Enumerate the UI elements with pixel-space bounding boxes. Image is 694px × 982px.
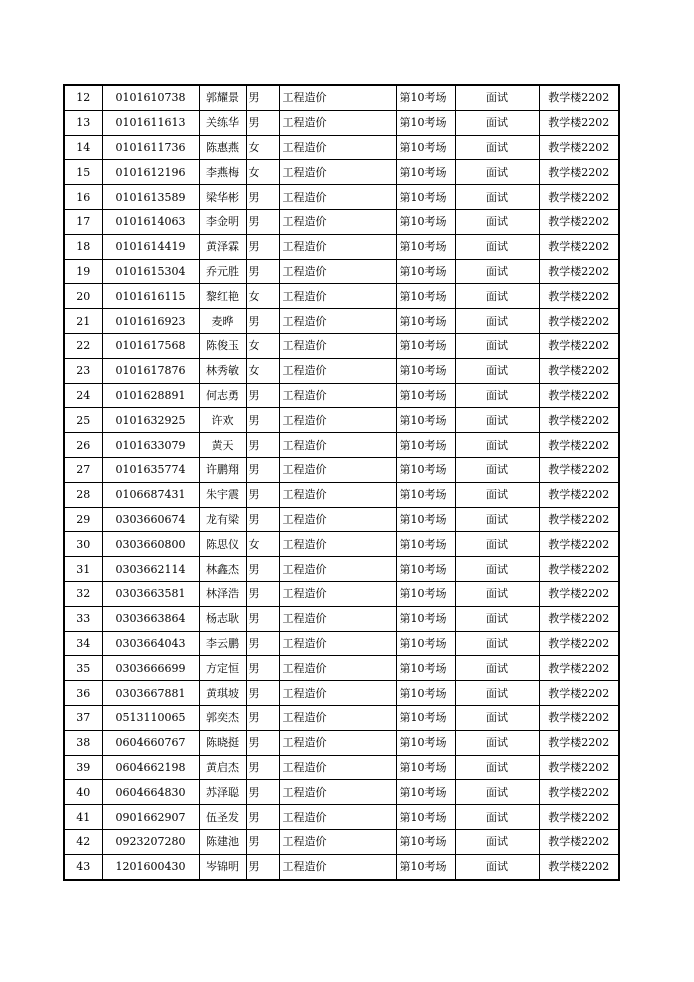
candidate-sex: 女 [246, 358, 279, 383]
table-row [64, 532, 619, 557]
row-number: 27 [64, 457, 102, 482]
row-number: 39 [64, 755, 102, 780]
candidate-sex: 男 [246, 110, 279, 135]
table-row [64, 333, 619, 358]
exam-room: 第10考场 [396, 780, 455, 805]
exam-location: 教学楼2202 [539, 656, 619, 681]
candidate-sex: 男 [246, 259, 279, 284]
major: 工程造价 [279, 333, 396, 358]
candidate-sex: 男 [246, 705, 279, 730]
candidate-sex: 男 [246, 780, 279, 805]
exam-location: 教学楼2202 [539, 433, 619, 458]
major: 工程造价 [279, 209, 396, 234]
exam-location: 教学楼2202 [539, 681, 619, 706]
exam-room: 第10考场 [396, 730, 455, 755]
exam-room: 第10考场 [396, 581, 455, 606]
candidate-sex: 女 [246, 532, 279, 557]
exam-room: 第10考场 [396, 606, 455, 631]
exam-room: 第10考场 [396, 681, 455, 706]
exam-room: 第10考场 [396, 358, 455, 383]
candidate-id: 0303660800 [102, 532, 199, 557]
row-number: 28 [64, 482, 102, 507]
exam-type: 面试 [455, 557, 539, 582]
candidate-name: 伍圣发 [199, 805, 246, 830]
exam-location: 教学楼2202 [539, 705, 619, 730]
exam-room: 第10考场 [396, 408, 455, 433]
table-row [64, 85, 619, 110]
candidate-sex: 男 [246, 482, 279, 507]
candidate-id: 0303666699 [102, 656, 199, 681]
exam-location: 教学楼2202 [539, 631, 619, 656]
candidate-sex: 男 [246, 209, 279, 234]
candidate-id: 0604662198 [102, 755, 199, 780]
exam-type: 面试 [455, 333, 539, 358]
exam-location: 教学楼2202 [539, 234, 619, 259]
exam-room: 第10考场 [396, 557, 455, 582]
candidate-name: 李燕梅 [199, 160, 246, 185]
exam-location: 教学楼2202 [539, 780, 619, 805]
row-number: 42 [64, 829, 102, 854]
major: 工程造价 [279, 408, 396, 433]
exam-type: 面试 [455, 681, 539, 706]
candidate-sex: 男 [246, 557, 279, 582]
exam-location: 教学楼2202 [539, 408, 619, 433]
exam-location: 教学楼2202 [539, 209, 619, 234]
exam-location: 教学楼2202 [539, 532, 619, 557]
exam-room: 第10考场 [396, 85, 455, 110]
exam-location: 教学楼2202 [539, 482, 619, 507]
major: 工程造价 [279, 631, 396, 656]
table-row [64, 110, 619, 135]
major: 工程造价 [279, 457, 396, 482]
candidate-id: 0303663864 [102, 606, 199, 631]
exam-room: 第10考场 [396, 631, 455, 656]
exam-type: 面试 [455, 110, 539, 135]
table-row [64, 234, 619, 259]
candidate-sex: 女 [246, 135, 279, 160]
major: 工程造价 [279, 532, 396, 557]
candidate-sex: 男 [246, 309, 279, 334]
table-row [64, 507, 619, 532]
candidate-name: 黎红艳 [199, 284, 246, 309]
exam-type: 面试 [455, 85, 539, 110]
candidate-sex: 男 [246, 507, 279, 532]
exam-location: 教学楼2202 [539, 557, 619, 582]
major: 工程造价 [279, 259, 396, 284]
table-row [64, 185, 619, 210]
table-row [64, 383, 619, 408]
row-number: 19 [64, 259, 102, 284]
exam-type: 面试 [455, 284, 539, 309]
candidate-sex: 男 [246, 606, 279, 631]
row-number: 13 [64, 110, 102, 135]
major: 工程造价 [279, 110, 396, 135]
exam-type: 面试 [455, 259, 539, 284]
table-row [64, 581, 619, 606]
candidate-sex: 男 [246, 755, 279, 780]
table-row [64, 482, 619, 507]
candidate-name: 林鑫杰 [199, 557, 246, 582]
major: 工程造价 [279, 135, 396, 160]
exam-room: 第10考场 [396, 854, 455, 879]
candidate-sex: 男 [246, 730, 279, 755]
row-number: 35 [64, 656, 102, 681]
major: 工程造价 [279, 805, 396, 830]
candidate-id: 0106687431 [102, 482, 199, 507]
row-number: 33 [64, 606, 102, 631]
exam-location: 教学楼2202 [539, 383, 619, 408]
candidate-sex: 女 [246, 284, 279, 309]
table-row [64, 705, 619, 730]
exam-location: 教学楼2202 [539, 507, 619, 532]
candidate-name: 苏泽聪 [199, 780, 246, 805]
exam-location: 教学楼2202 [539, 829, 619, 854]
table-row [64, 433, 619, 458]
exam-room: 第10考场 [396, 135, 455, 160]
exam-location: 教学楼2202 [539, 160, 619, 185]
candidate-sex: 男 [246, 185, 279, 210]
exam-room: 第10考场 [396, 755, 455, 780]
row-number: 12 [64, 85, 102, 110]
exam-type: 面试 [455, 185, 539, 210]
exam-location: 教学楼2202 [539, 309, 619, 334]
candidate-name: 陈惠燕 [199, 135, 246, 160]
candidate-sex: 男 [246, 631, 279, 656]
candidate-name: 郭耀景 [199, 85, 246, 110]
candidate-name: 林秀敏 [199, 358, 246, 383]
exam-location: 教学楼2202 [539, 333, 619, 358]
candidate-id: 0101632925 [102, 408, 199, 433]
candidate-sex: 男 [246, 854, 279, 879]
table-row [64, 259, 619, 284]
major: 工程造价 [279, 433, 396, 458]
row-number: 20 [64, 284, 102, 309]
table-row [64, 755, 619, 780]
candidate-id: 0101611736 [102, 135, 199, 160]
exam-room: 第10考场 [396, 805, 455, 830]
exam-type: 面试 [455, 780, 539, 805]
table-row [64, 160, 619, 185]
exam-type: 面试 [455, 532, 539, 557]
row-number: 21 [64, 309, 102, 334]
major: 工程造价 [279, 829, 396, 854]
exam-room: 第10考场 [396, 656, 455, 681]
candidate-sex: 男 [246, 383, 279, 408]
exam-room: 第10考场 [396, 829, 455, 854]
candidate-name: 黄启杰 [199, 755, 246, 780]
row-number: 16 [64, 185, 102, 210]
exam-room: 第10考场 [396, 532, 455, 557]
candidate-name: 李金明 [199, 209, 246, 234]
exam-type: 面试 [455, 135, 539, 160]
candidate-sex: 男 [246, 408, 279, 433]
table-row [64, 730, 619, 755]
major: 工程造价 [279, 780, 396, 805]
candidate-name: 许鹏翔 [199, 457, 246, 482]
table-row [64, 631, 619, 656]
exam-location: 教学楼2202 [539, 85, 619, 110]
major: 工程造价 [279, 705, 396, 730]
row-number: 31 [64, 557, 102, 582]
candidate-name: 黄天 [199, 433, 246, 458]
exam-type: 面试 [455, 705, 539, 730]
row-number: 37 [64, 705, 102, 730]
row-number: 18 [64, 234, 102, 259]
exam-room: 第10考场 [396, 209, 455, 234]
candidate-name: 陈建池 [199, 829, 246, 854]
row-number: 43 [64, 854, 102, 879]
exam-type: 面试 [455, 433, 539, 458]
row-number: 40 [64, 780, 102, 805]
table-row [64, 135, 619, 160]
row-number: 38 [64, 730, 102, 755]
table-row [64, 209, 619, 234]
candidate-sex: 男 [246, 656, 279, 681]
candidate-sex: 女 [246, 333, 279, 358]
candidate-name: 朱宇震 [199, 482, 246, 507]
major: 工程造价 [279, 234, 396, 259]
exam-room: 第10考场 [396, 705, 455, 730]
exam-type: 面试 [455, 457, 539, 482]
candidate-name: 许欢 [199, 408, 246, 433]
table-row [64, 309, 619, 334]
exam-type: 面试 [455, 160, 539, 185]
candidate-name: 何志勇 [199, 383, 246, 408]
exam-location: 教学楼2202 [539, 755, 619, 780]
candidate-id: 0303662114 [102, 557, 199, 582]
candidate-sex: 女 [246, 160, 279, 185]
major: 工程造价 [279, 358, 396, 383]
major: 工程造价 [279, 309, 396, 334]
row-number: 22 [64, 333, 102, 358]
candidate-id: 0303660674 [102, 507, 199, 532]
candidate-name: 黄泽霖 [199, 234, 246, 259]
table-row [64, 780, 619, 805]
major: 工程造价 [279, 656, 396, 681]
major: 工程造价 [279, 581, 396, 606]
exam-type: 面试 [455, 631, 539, 656]
candidate-id: 0101610738 [102, 85, 199, 110]
candidate-name: 关练华 [199, 110, 246, 135]
candidate-sex: 男 [246, 805, 279, 830]
candidate-sex: 男 [246, 85, 279, 110]
exam-room: 第10考场 [396, 234, 455, 259]
exam-room: 第10考场 [396, 309, 455, 334]
candidate-name: 陈思仪 [199, 532, 246, 557]
candidate-name: 梁华彬 [199, 185, 246, 210]
candidate-sex: 男 [246, 829, 279, 854]
table-row [64, 457, 619, 482]
candidate-sex: 男 [246, 581, 279, 606]
candidate-id: 0101616923 [102, 309, 199, 334]
exam-type: 面试 [455, 234, 539, 259]
row-number: 23 [64, 358, 102, 383]
candidate-table [63, 84, 620, 881]
exam-location: 教学楼2202 [539, 135, 619, 160]
candidate-id: 0303663581 [102, 581, 199, 606]
candidate-id: 0101617568 [102, 333, 199, 358]
row-number: 14 [64, 135, 102, 160]
row-number: 24 [64, 383, 102, 408]
exam-location: 教学楼2202 [539, 358, 619, 383]
exam-room: 第10考场 [396, 110, 455, 135]
exam-room: 第10考场 [396, 333, 455, 358]
candidate-id: 0604664830 [102, 780, 199, 805]
exam-type: 面试 [455, 507, 539, 532]
exam-type: 面试 [455, 581, 539, 606]
row-number: 36 [64, 681, 102, 706]
row-number: 26 [64, 433, 102, 458]
candidate-id: 0901662907 [102, 805, 199, 830]
exam-type: 面试 [455, 209, 539, 234]
table-row [64, 606, 619, 631]
major: 工程造价 [279, 160, 396, 185]
table-row [64, 284, 619, 309]
candidate-name: 龙有梁 [199, 507, 246, 532]
candidate-id: 0303667881 [102, 681, 199, 706]
major: 工程造价 [279, 854, 396, 879]
candidate-name: 陈俊玉 [199, 333, 246, 358]
row-number: 30 [64, 532, 102, 557]
exam-room: 第10考场 [396, 259, 455, 284]
candidate-name: 黄琪坡 [199, 681, 246, 706]
table-row [64, 805, 619, 830]
candidate-id: 0101614063 [102, 209, 199, 234]
row-number: 32 [64, 581, 102, 606]
table-row [64, 656, 619, 681]
candidate-id: 0101616115 [102, 284, 199, 309]
exam-type: 面试 [455, 854, 539, 879]
candidate-id: 0101635774 [102, 457, 199, 482]
candidate-sex: 男 [246, 457, 279, 482]
exam-type: 面试 [455, 829, 539, 854]
candidate-id: 0303664043 [102, 631, 199, 656]
candidate-id: 0101617876 [102, 358, 199, 383]
major: 工程造价 [279, 606, 396, 631]
major: 工程造价 [279, 284, 396, 309]
exam-type: 面试 [455, 408, 539, 433]
major: 工程造价 [279, 185, 396, 210]
candidate-name: 林泽浩 [199, 581, 246, 606]
candidate-id: 0923207280 [102, 829, 199, 854]
candidate-sex: 男 [246, 234, 279, 259]
exam-location: 教学楼2202 [539, 259, 619, 284]
major: 工程造价 [279, 507, 396, 532]
major: 工程造价 [279, 755, 396, 780]
table-row [64, 829, 619, 854]
major: 工程造价 [279, 557, 396, 582]
candidate-name: 方定恒 [199, 656, 246, 681]
major: 工程造价 [279, 681, 396, 706]
row-number: 34 [64, 631, 102, 656]
exam-type: 面试 [455, 656, 539, 681]
exam-room: 第10考场 [396, 284, 455, 309]
candidate-id: 0101612196 [102, 160, 199, 185]
exam-room: 第10考场 [396, 507, 455, 532]
row-number: 17 [64, 209, 102, 234]
row-number: 41 [64, 805, 102, 830]
candidate-id: 0513110065 [102, 705, 199, 730]
table-row [64, 681, 619, 706]
candidate-id: 0101615304 [102, 259, 199, 284]
exam-type: 面试 [455, 482, 539, 507]
exam-room: 第10考场 [396, 383, 455, 408]
candidate-sex: 男 [246, 681, 279, 706]
exam-type: 面试 [455, 358, 539, 383]
candidate-id: 1201600430 [102, 854, 199, 879]
candidate-name: 陈晓挺 [199, 730, 246, 755]
table-row [64, 854, 619, 879]
table-row [64, 557, 619, 582]
exam-type: 面试 [455, 755, 539, 780]
candidate-sex: 男 [246, 433, 279, 458]
exam-type: 面试 [455, 730, 539, 755]
candidate-name: 郭奕杰 [199, 705, 246, 730]
candidate-name: 杨志耿 [199, 606, 246, 631]
exam-type: 面试 [455, 383, 539, 408]
row-number: 29 [64, 507, 102, 532]
candidate-name: 乔元胜 [199, 259, 246, 284]
candidate-id: 0101628891 [102, 383, 199, 408]
exam-location: 教学楼2202 [539, 284, 619, 309]
major: 工程造价 [279, 383, 396, 408]
exam-type: 面试 [455, 805, 539, 830]
major: 工程造价 [279, 85, 396, 110]
exam-type: 面试 [455, 309, 539, 334]
exam-location: 教学楼2202 [539, 110, 619, 135]
major: 工程造价 [279, 482, 396, 507]
exam-location: 教学楼2202 [539, 457, 619, 482]
exam-room: 第10考场 [396, 160, 455, 185]
candidate-id: 0101614419 [102, 234, 199, 259]
candidate-name: 麦晔 [199, 309, 246, 334]
exam-location: 教学楼2202 [539, 581, 619, 606]
major: 工程造价 [279, 730, 396, 755]
exam-room: 第10考场 [396, 433, 455, 458]
candidate-name: 岑锦明 [199, 854, 246, 879]
exam-room: 第10考场 [396, 185, 455, 210]
table-row [64, 358, 619, 383]
exam-location: 教学楼2202 [539, 805, 619, 830]
exam-room: 第10考场 [396, 457, 455, 482]
exam-type: 面试 [455, 606, 539, 631]
exam-room: 第10考场 [396, 482, 455, 507]
candidate-id: 0101611613 [102, 110, 199, 135]
candidate-id: 0604660767 [102, 730, 199, 755]
exam-location: 教学楼2202 [539, 730, 619, 755]
exam-location: 教学楼2202 [539, 854, 619, 879]
candidate-id: 0101633079 [102, 433, 199, 458]
exam-location: 教学楼2202 [539, 185, 619, 210]
row-number: 25 [64, 408, 102, 433]
candidate-name: 李云鹏 [199, 631, 246, 656]
table-row [64, 408, 619, 433]
exam-location: 教学楼2202 [539, 606, 619, 631]
candidate-id: 0101613589 [102, 185, 199, 210]
row-number: 15 [64, 160, 102, 185]
